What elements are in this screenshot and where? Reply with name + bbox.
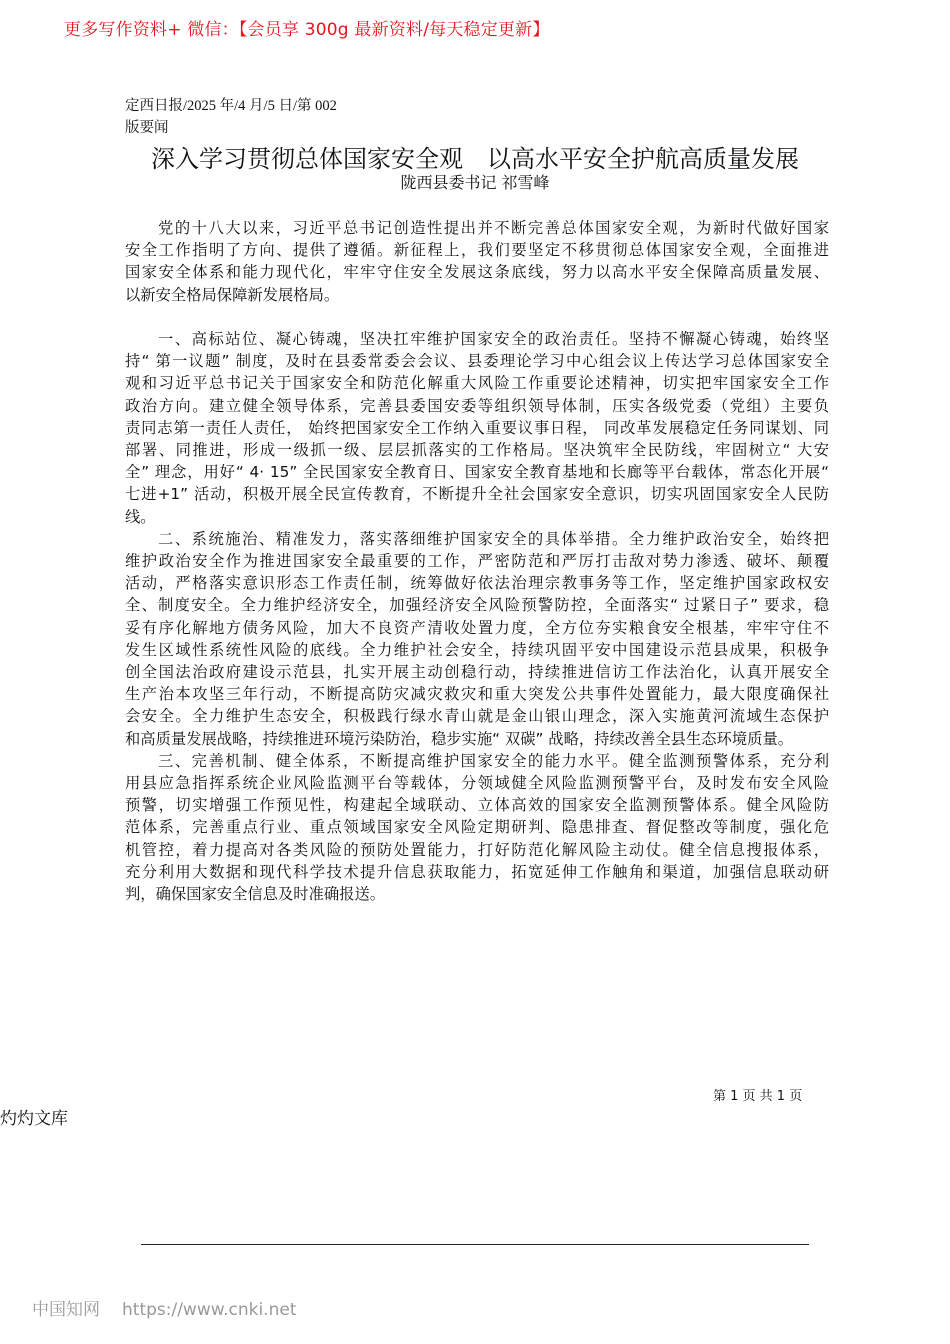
text-line: 全、制度安全。全力维护经济安全，加强经济安全风险预警防控，全面落实“ 过紧日子” 要求，稳 [125, 596, 829, 615]
section-line: 版要闻 [125, 120, 169, 136]
text-line: 三、完善机制、健全体系，不断提高维护国家安全的能力水平。健全监测预警体系，充分利 [158, 751, 829, 770]
text-line: 用县应急指挥系统企业风险监测平台等载体，分领域健全风险监测预警平台，及时发布安全风险 [125, 774, 829, 793]
text-line: 和高质量发展战略，持续推进环境污染防治，稳步实施“ 双碳” 战略，持续改善全县生态环境质量。 [125, 729, 794, 748]
paragraph [125, 328, 829, 528]
page-number: 第 1 页 共 1 页 [713, 1089, 803, 1104]
text-line: 党的十八大以来，习近平总书记创造性提出并不断完善总体国家安全观，为新时代做好国家 [158, 219, 829, 237]
text-line: 政治方向。建立健全领导体系，完善县委国安委等组织领导体制，压实各级党委（党组）主要负 [125, 396, 829, 415]
cnki-name: 中国知网 [32, 1300, 100, 1320]
text-line: 预警，切实增强工作预见性，构建起全域联动、立体高效的国家安全监测预警体系。健全风险防 [125, 796, 829, 815]
cnki-watermark [32, 1295, 296, 1320]
source-meta [125, 95, 337, 139]
text-line: 创全国法治政府建设示范县，扎实开展主动创稳行动，持续推进信访工作法治化，认真开展安全 [125, 663, 829, 682]
text-line: 生产治本攻坚三年行动，不断提高防灾减灾救灾和重大突发公共事件处置能力，最大限度确保社 [125, 685, 829, 704]
text-line: 发生区域性系统性风险的底线。全力维护社会安全，持续巩固平安中国建设示范县成果，积极争 [125, 640, 829, 659]
text-line: 充分利用大数据和现代科学技术提升信息获取能力，拓宽延伸工作触角和渠道，加强信息联动研 [125, 862, 829, 881]
text-line: 观和习近平总书记关于国家安全和防范化解重大风险工作重要论述精神，切实把牢国家安全工作 [125, 374, 829, 393]
text-line: 妥有序化解地方债务风险，加大不良资产清收处置力度，全方位夯实粮食安全根基，牢牢守住不 [125, 618, 829, 637]
text-line: 安全工作指明了方向、提供了遵循。新征程上，我们要坚定不移贯彻总体国家安全观，全面推进 [125, 241, 829, 260]
text-line: 七进+1” 活动，积极开展全民宣传教育，不断提升全社会国家安全意识，切实巩固国家安全人民防 [125, 485, 829, 504]
text-line: 国家安全体系和能力现代化，牢牢守住安全发展这条底线，努力以高水平安全保障高质量发展、 [125, 263, 829, 282]
text-line: 持“ 第一议题” 制度，及时在县委常委会会议、县委理论学习中心组会议上传达学习总体国家安全 [125, 352, 829, 371]
text-line: 维护政治安全作为推进国家安全最重要的工作，严密防范和严厉打击敌对势力渗透、破坏、颠覆 [125, 552, 829, 571]
paragraph [125, 217, 829, 306]
text-line: 部署、同推进，形成一级抓一级、层层抓落实的工作格局。坚决筑牢全民防线，牢固树立“ 大安 [125, 441, 829, 460]
text-line: 二、系统施治、精准发力，落实落细维护国家安全的具体举措。全力维护政治安全，始终把 [158, 529, 829, 548]
promo-banner: 更多写作资料+ 微信：【会员享 300g 最新资料/每天稳定更新】 [64, 20, 550, 40]
article-title: 深入学习贯彻总体国家安全观 以高水平安全护航高质量发展 [151, 145, 799, 173]
text-line: 全” 理念，用好“ 4· 15” 全民国家安全教育日、国家安全教育基地和长廊等平台载体，常态化开展“ [125, 463, 829, 482]
text-line: 活动，严格落实意识形态工作责任制，统筹做好依法治理宗教事务等工作，坚定维护国家政权安 [125, 574, 829, 593]
text-line: 判，确保国家安全信息及时准确报送。 [125, 885, 386, 904]
text-line: 一、高标站位、凝心铸魂，坚决扛牢维护国家安全的政治责任。坚持不懈凝心铸魂，始终坚 [158, 330, 829, 348]
footer-divider [141, 1244, 809, 1245]
text-line: 范体系，完善重点行业、重点领域国家安全风险定期研判、隐患排查、督促整改等制度，强化危 [125, 818, 829, 837]
article-author: 陇西县委书记 祁雪峰 [400, 173, 550, 192]
text-line: 责同志第一责任人责任， 始终把国家安全工作纳入重要议事日程， 同改革发展稳定任务同谋划、同 [125, 418, 829, 437]
text-line: 机管控，着力提高对各类风险的预防处置能力，打好防范化解风险主动仗。健全信息搜报体系， [125, 840, 829, 859]
text-line: 会安全。全力维护生态安全，积极践行绿水青山就是金山银山理念，深入实施黄河流域生态保护 [125, 707, 829, 726]
library-name: 灼灼文库 [0, 1109, 68, 1129]
text-line: 以新安全格局保障新发展格局。 [125, 285, 340, 304]
source-line: 定西日报/2025 年/4 月/5 日/第 002 [125, 98, 337, 114]
article-body [125, 217, 829, 905]
text-line: 线。 [125, 507, 156, 526]
cnki-url: https://www.cnki.net [122, 1300, 297, 1320]
paragraph [125, 750, 829, 905]
paragraph [125, 528, 829, 750]
